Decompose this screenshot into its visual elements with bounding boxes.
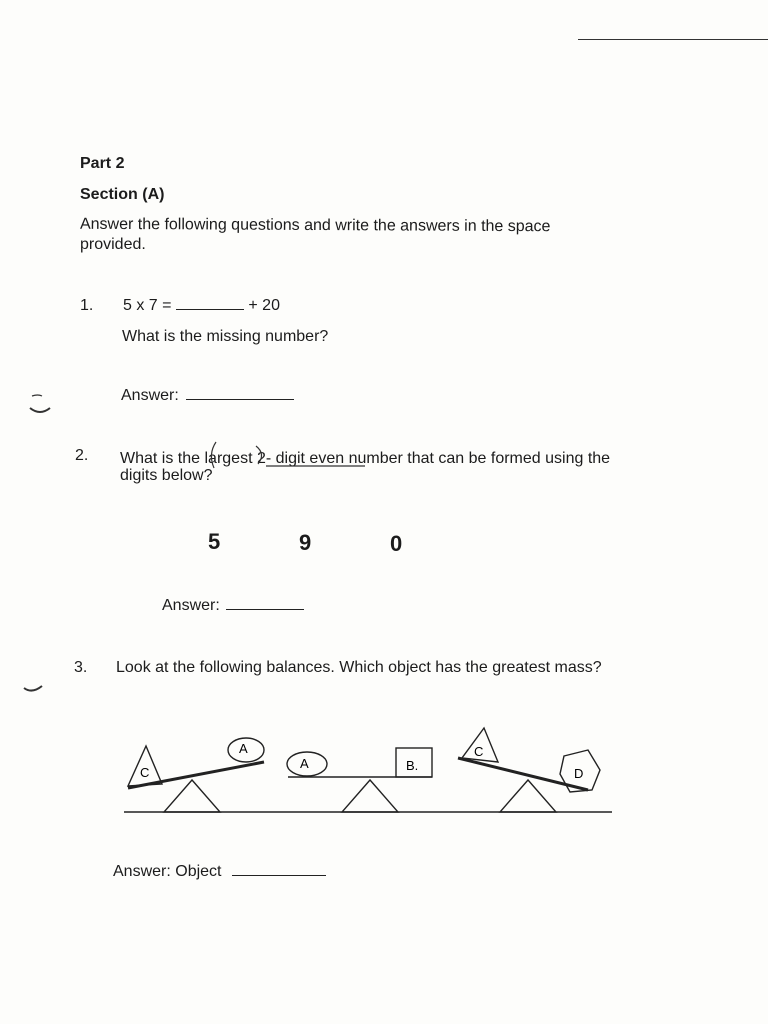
fulcrum-1: [164, 780, 220, 812]
balance-3: [458, 728, 600, 812]
question-3-number: 3.: [74, 659, 88, 676]
digit-3: 0: [390, 531, 403, 556]
question-2-text-before: What is the: [120, 450, 205, 467]
equation-left: 5 x 7 =: [123, 297, 172, 314]
question-2-answer: [162, 597, 304, 615]
balance-1-left-label: C: [140, 765, 150, 780]
question-2-number: 2.: [75, 447, 89, 464]
balance-3-right-label: D: [574, 766, 584, 781]
question-1-equation: [123, 297, 280, 315]
question-2-text-line2: digits below?: [120, 467, 213, 484]
answer-label: Answer:: [121, 387, 179, 404]
question-2-text-bold: largest 2- digit even: [204, 450, 345, 467]
answer-label: Answer: Object: [113, 863, 222, 880]
balance-1-right-label: A: [239, 741, 248, 756]
handwritten-marks: [200, 436, 380, 480]
question-1-text: What is the missing number?: [122, 328, 329, 345]
digit-1: 5: [208, 529, 221, 554]
balance-3-left-label: C: [474, 744, 484, 759]
answer-2-blank[interactable]: [226, 609, 304, 610]
top-rule: [578, 39, 768, 40]
margin-mark-1: [26, 390, 54, 420]
fulcrum-2: [342, 780, 398, 812]
digit-2: 9: [299, 530, 312, 555]
fulcrum-3: [500, 780, 556, 812]
instructions-line-1: Answer the following questions and write the answers in the space: [79, 215, 551, 236]
question-2-text-after: number that can be formed using the: [344, 450, 611, 467]
balance-2-left-label: A: [300, 756, 309, 771]
answer-3-blank[interactable]: [232, 875, 326, 876]
answer-1-blank[interactable]: [186, 399, 294, 400]
section-title: Section (A): [80, 186, 165, 203]
balance-2-right-label: B.: [406, 758, 419, 773]
margin-mark-2: [22, 680, 50, 700]
missing-number-blank[interactable]: [176, 309, 244, 310]
balances-diagram: [120, 722, 616, 822]
balance-1: [128, 738, 264, 812]
question-1-answer: [121, 387, 294, 405]
instructions-line-2: provided.: [80, 236, 146, 253]
question-3-answer: [113, 863, 326, 881]
balance-2: [287, 748, 432, 812]
part-title: Part 2: [80, 155, 125, 172]
question-1-number: 1.: [80, 297, 94, 314]
answer-label: Answer:: [162, 597, 220, 614]
equation-right: + 20: [248, 297, 280, 314]
question-3-text: Look at the following balances. Which object has the greatest mass?: [116, 659, 602, 676]
